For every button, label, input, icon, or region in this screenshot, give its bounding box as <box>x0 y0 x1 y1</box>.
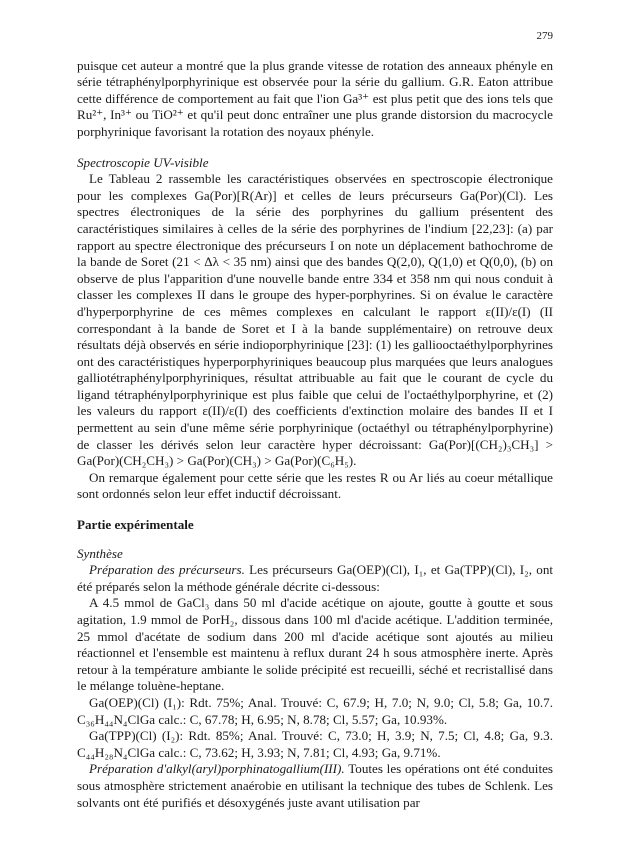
uv-paragraph-2: On remarque également pour cette série que les restes R ou Ar liés au coeur métallique sont ordonnés selon leur effet inductif décroissant. <box>77 469 553 502</box>
intro-paragraph: puisque cet auteur a montré que la plus grande vitesse de rotation des anneaux phényle en série tétraphénylporphyrinique est observée pour la série du gallium. G.R. Eaton attribue cette différence de comportement au fait que l'ion Ga³⁺ est plus petit que des ions tels que Ru²⁺, In³⁺ ou TiO²⁺ et qu'il peut donc entraîner une plus grande distorsion du macrocycle porphyrinique favorisant la rotation des noyaux phényle. <box>77 57 553 139</box>
paper-page <box>77 28 553 811</box>
precursor-label: Préparation des précurseurs. <box>89 562 245 578</box>
alkyl-text: Toutes les opérations ont été conduites sous atmosphère strictement anaérobie en utilisant la technique des tubes de Schlenk. Les solvants ont été purifiés et désoxygénés juste avant utilisation par <box>77 761 553 810</box>
alkyl-paragraph <box>77 761 553 811</box>
subsection-title-synthese: Synthèse <box>77 545 123 561</box>
section-title-uv: Spectroscopie UV-visible <box>77 154 209 170</box>
analysis-1: Ga(OEP)(Cl) (I₁): Rdt. 75%; Anal. Trouvé: C, 67.9; H, 7.0; N, 9.0; Cl, 5.8; Ga, 10.7. C₃₆H₄₄N₄ClGa calc.: C, 67.78; H, 6.95; N, 8.78; Cl, 5.57; Ga, 10.93%. <box>77 694 553 727</box>
method-paragraph: A 4.5 mmol de GaCl₃ dans 50 ml d'acide acétique on ajoute, goutte à goutte et sous agitation, 1.9 mmol de PorH₂, dissous dans 100 ml d'acide acétique. L'addition terminée, 25 mmol d'acétate de sodium dans 200 ml d'acide acétique sont ajoutés au milieu réactionnel et l'ensemble est maintenu à reflux durant 24 h sous atmosphère inerte. Après retour à la température ambiante le solide précipité est recueilli, séché et recristallisé dans le mélange toluène-heptane. <box>77 595 553 694</box>
analysis-2: Ga(TPP)(Cl) (I₂): Rdt. 85%; Anal. Trouvé: C, 73.0; H, 3.9; N, 7.5; Cl, 4.8; Ga, 9.3. C₄₄H₂₈N₄ClGa calc.: C, 73.62; H, 3.93; N, 7.81; Cl, 4.93; Ga, 9.71%. <box>77 728 553 760</box>
page-number: 279 <box>536 30 553 42</box>
uv-paragraph-1: Le Tableau 2 rassemble les caractéristiques observées en spectroscopie électronique pour les complexes Ga(Por)[R(Ar)] et celles de leurs précurseurs Ga(Por)(Cl). Les spectres électroniques de la série des porphyrines du gallium présentent des caractéristiques similaires à celles de la série des porphyrines de l'indium [22,23]: (a) par rapport au spectre électronique des précurseurs I on note un déplacement bathochrome de la bande de Soret (21 < Δλ < 35 nm) ainsi que des bandes Q(2,0), Q(1,0) et Q(0,0), (b) on observe de plus l'apparition d'une nouvelle bande entre 334 et 358 nm qui nous conduit à classer les complexes II dans le groupe des hyper-porphyrines. Si on évalue le caractère d'hyperporphyrine de ces mêmes complexes en calculant le rapport ε(II)/ε(I) (II correspondant à la bande de Soret et I à la bande supplémentaire) on retrouve deux résultats déjà observés en série indioporphyrinique [23]: (1) les galliooctaéthylporphyrines ont des caractéristiques hyperporphyriniques beaucoup plus marquées que leurs analogues galliotétraphénylporphyriniques, résultat attribuable au fait que le courant de cycle du ligand tétraphénylporphyrinique est plus faible que celui de l'octaéthylporphyrine, et (2) les valeurs du rapport ε(II)/ε(I) des coefficients d'extinction molaire des bandes II et I permettent au sein d'une même série porphyrinique (octaéthyl ou tétraphénylporphyrine) de classer les dérivés selon leur caractère hyper décroissant: Ga(Por)[(CH₂)₃CH₃] > Ga(Por)(CH₂CH₃) > Ga(Por)(CH₃) > Ga(Por)(C₆H₅). <box>77 171 553 469</box>
precursor-paragraph <box>77 562 553 595</box>
precursor-text: Les précurseurs Ga(OEP)(Cl), I₁, et Ga(TPP)(Cl), I₂, ont été préparés selon la méthode générale décrite ci-dessous: <box>77 562 553 594</box>
section-title-experimental: Partie expérimentale <box>77 517 194 533</box>
alkyl-label: Préparation d'alkyl(aryl)porphinatogallium(III). <box>89 761 345 777</box>
